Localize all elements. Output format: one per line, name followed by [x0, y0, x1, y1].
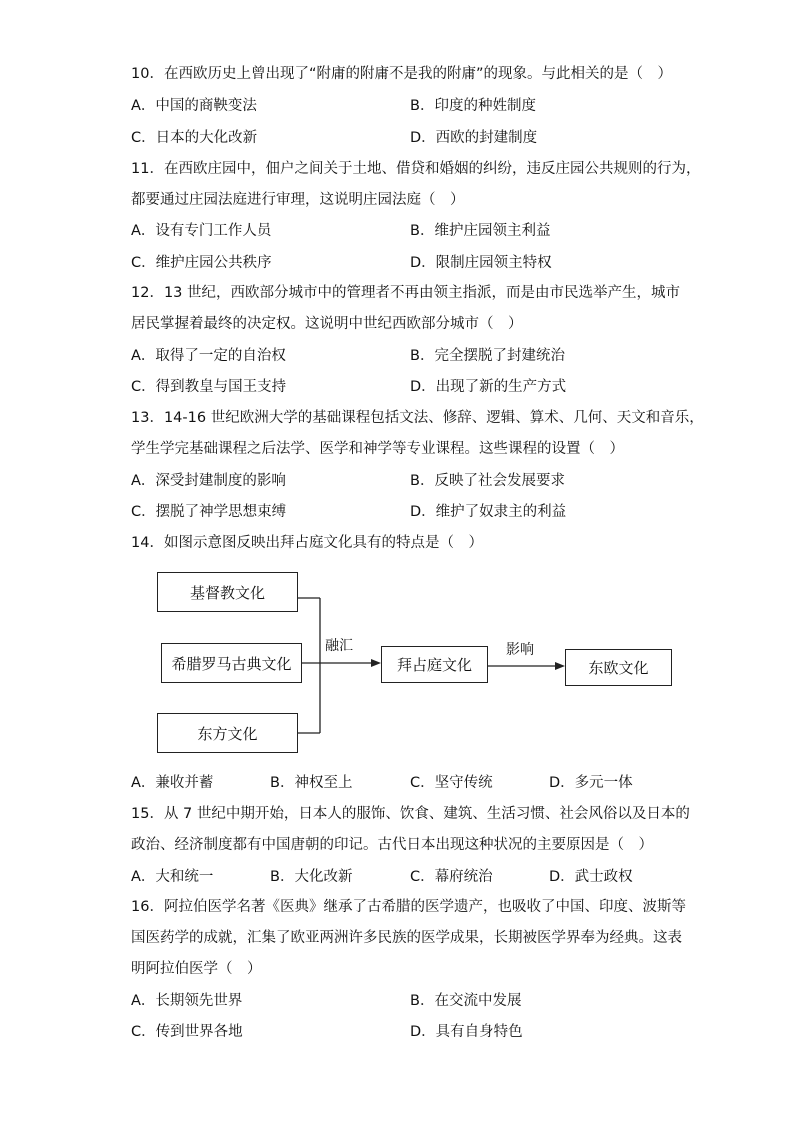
q11-option-a: A．设有专门工作人员: [131, 223, 272, 239]
q16-option-a: A．长期领先世界: [131, 993, 243, 1009]
diagram-box-greco-roman-culture: 希腊罗马古典文化: [161, 643, 302, 683]
diagram-box-christian-culture: 基督教文化: [157, 572, 298, 612]
q13-option-a: A．深受封建制度的影响: [131, 473, 286, 489]
q10-stem-line-1: 10．在西欧历史上曾出现了“附庸的附庸不是我的附庸”的现象。与此相关的是（ ）: [131, 66, 672, 82]
q15-option-c: C．幕府统治: [410, 869, 493, 885]
diagram-box-eastern-culture: 东方文化: [157, 713, 298, 753]
diagram-label-merge: 融汇: [325, 638, 353, 654]
q11-stem-line-2: 都要通过庄园法庭进行审理，这说明庄园法庭（ ）: [131, 192, 465, 208]
q16-stem-line-1: 16．阿拉伯医学名著《医典》继承了古希腊的医学遗产，也吸收了中国、印度、波斯等: [131, 899, 686, 915]
q12-option-c: C．得到教皇与国王支持: [131, 379, 287, 395]
q11-stem-line-1: 11．在西欧庄园中，佃户之间关于土地、借贷和婚姻的纠纷，违反庄园公共规则的行为，: [131, 161, 701, 177]
q12-option-b: B．完全摆脱了封建统治: [410, 348, 565, 364]
q13-option-c: C．摆脱了神学思想束缚: [131, 504, 287, 520]
q14-option-a: A．兼收并蓄: [131, 775, 214, 791]
q14-option-d: D．多元一体: [549, 775, 633, 791]
q16-option-b: B．在交流中发展: [410, 993, 522, 1009]
q15-option-b: B．大化改新: [270, 869, 353, 885]
q13-stem-line-2: 学生学完基础课程之后法学、医学和神学等专业课程。这些课程的设置（ ）: [131, 441, 624, 457]
q14-stem-line-1: 14．如图示意图反映出拜占庭文化具有的特点是（ ）: [131, 535, 483, 551]
q14-option-c: C．坚守传统: [410, 775, 493, 791]
q13-option-d: D．维护了奴隶主的利益: [410, 504, 567, 520]
q15-option-d: D．武士政权: [549, 869, 633, 885]
q16-stem-line-3: 明阿拉伯医学（ ）: [131, 961, 262, 977]
q10-option-b: B．印度的种姓制度: [410, 98, 536, 114]
q12-stem-line-1: 12．13 世纪，西欧部分城市中的管理者不再由领主指派，而是由市民选举产生，城市: [131, 285, 681, 301]
q10-option-d: D．西欧的封建制度: [410, 130, 538, 146]
q13-stem-line-1: 13．14-16 世纪欧洲大学的基础课程包括文法、修辞、逻辑、算术、几何、天文和音乐，: [131, 410, 704, 426]
q11-option-b: B．维护庄园领主利益: [410, 223, 551, 239]
q14-option-b: B．神权至上: [270, 775, 353, 791]
diagram-label-influence: 影响: [506, 642, 534, 658]
q15-stem-line-1: 15．从 7 世纪中期开始，日本人的服饰、饮食、建筑、生活习惯、社会风俗以及日本的: [131, 806, 690, 822]
q10-option-a: A．中国的商鞅变法: [131, 98, 257, 114]
q12-stem-line-2: 居民掌握着最终的决定权。这说明中世纪西欧部分城市（ ）: [131, 316, 523, 332]
q11-option-d: D．限制庄园领主特权: [410, 255, 552, 271]
diagram-box-eastern-europe-culture: 东欧文化: [565, 649, 672, 686]
q13-option-b: B．反映了社会发展要求: [410, 473, 565, 489]
q12-option-d: D．出现了新的生产方式: [410, 379, 567, 395]
q15-stem-line-2: 政治、经济制度都有中国唐朝的印记。古代日本出现这种状况的主要原因是（ ）: [131, 837, 653, 853]
q16-option-c: C．传到世界各地: [131, 1024, 243, 1040]
q10-option-c: C．日本的大化改新: [131, 130, 258, 146]
q16-stem-line-2: 国医药学的成就，汇集了欧亚两洲许多民族的医学成果，长期被医学界奉为经典。这表: [131, 930, 682, 946]
q12-option-a: A．取得了一定的自治权: [131, 348, 286, 364]
q11-option-c: C．维护庄园公共秩序: [131, 255, 272, 271]
q16-option-d: D．具有自身特色: [410, 1024, 523, 1040]
q15-option-a: A．大和统一: [131, 869, 214, 885]
diagram-box-byzantine-culture: 拜占庭文化: [381, 646, 488, 683]
